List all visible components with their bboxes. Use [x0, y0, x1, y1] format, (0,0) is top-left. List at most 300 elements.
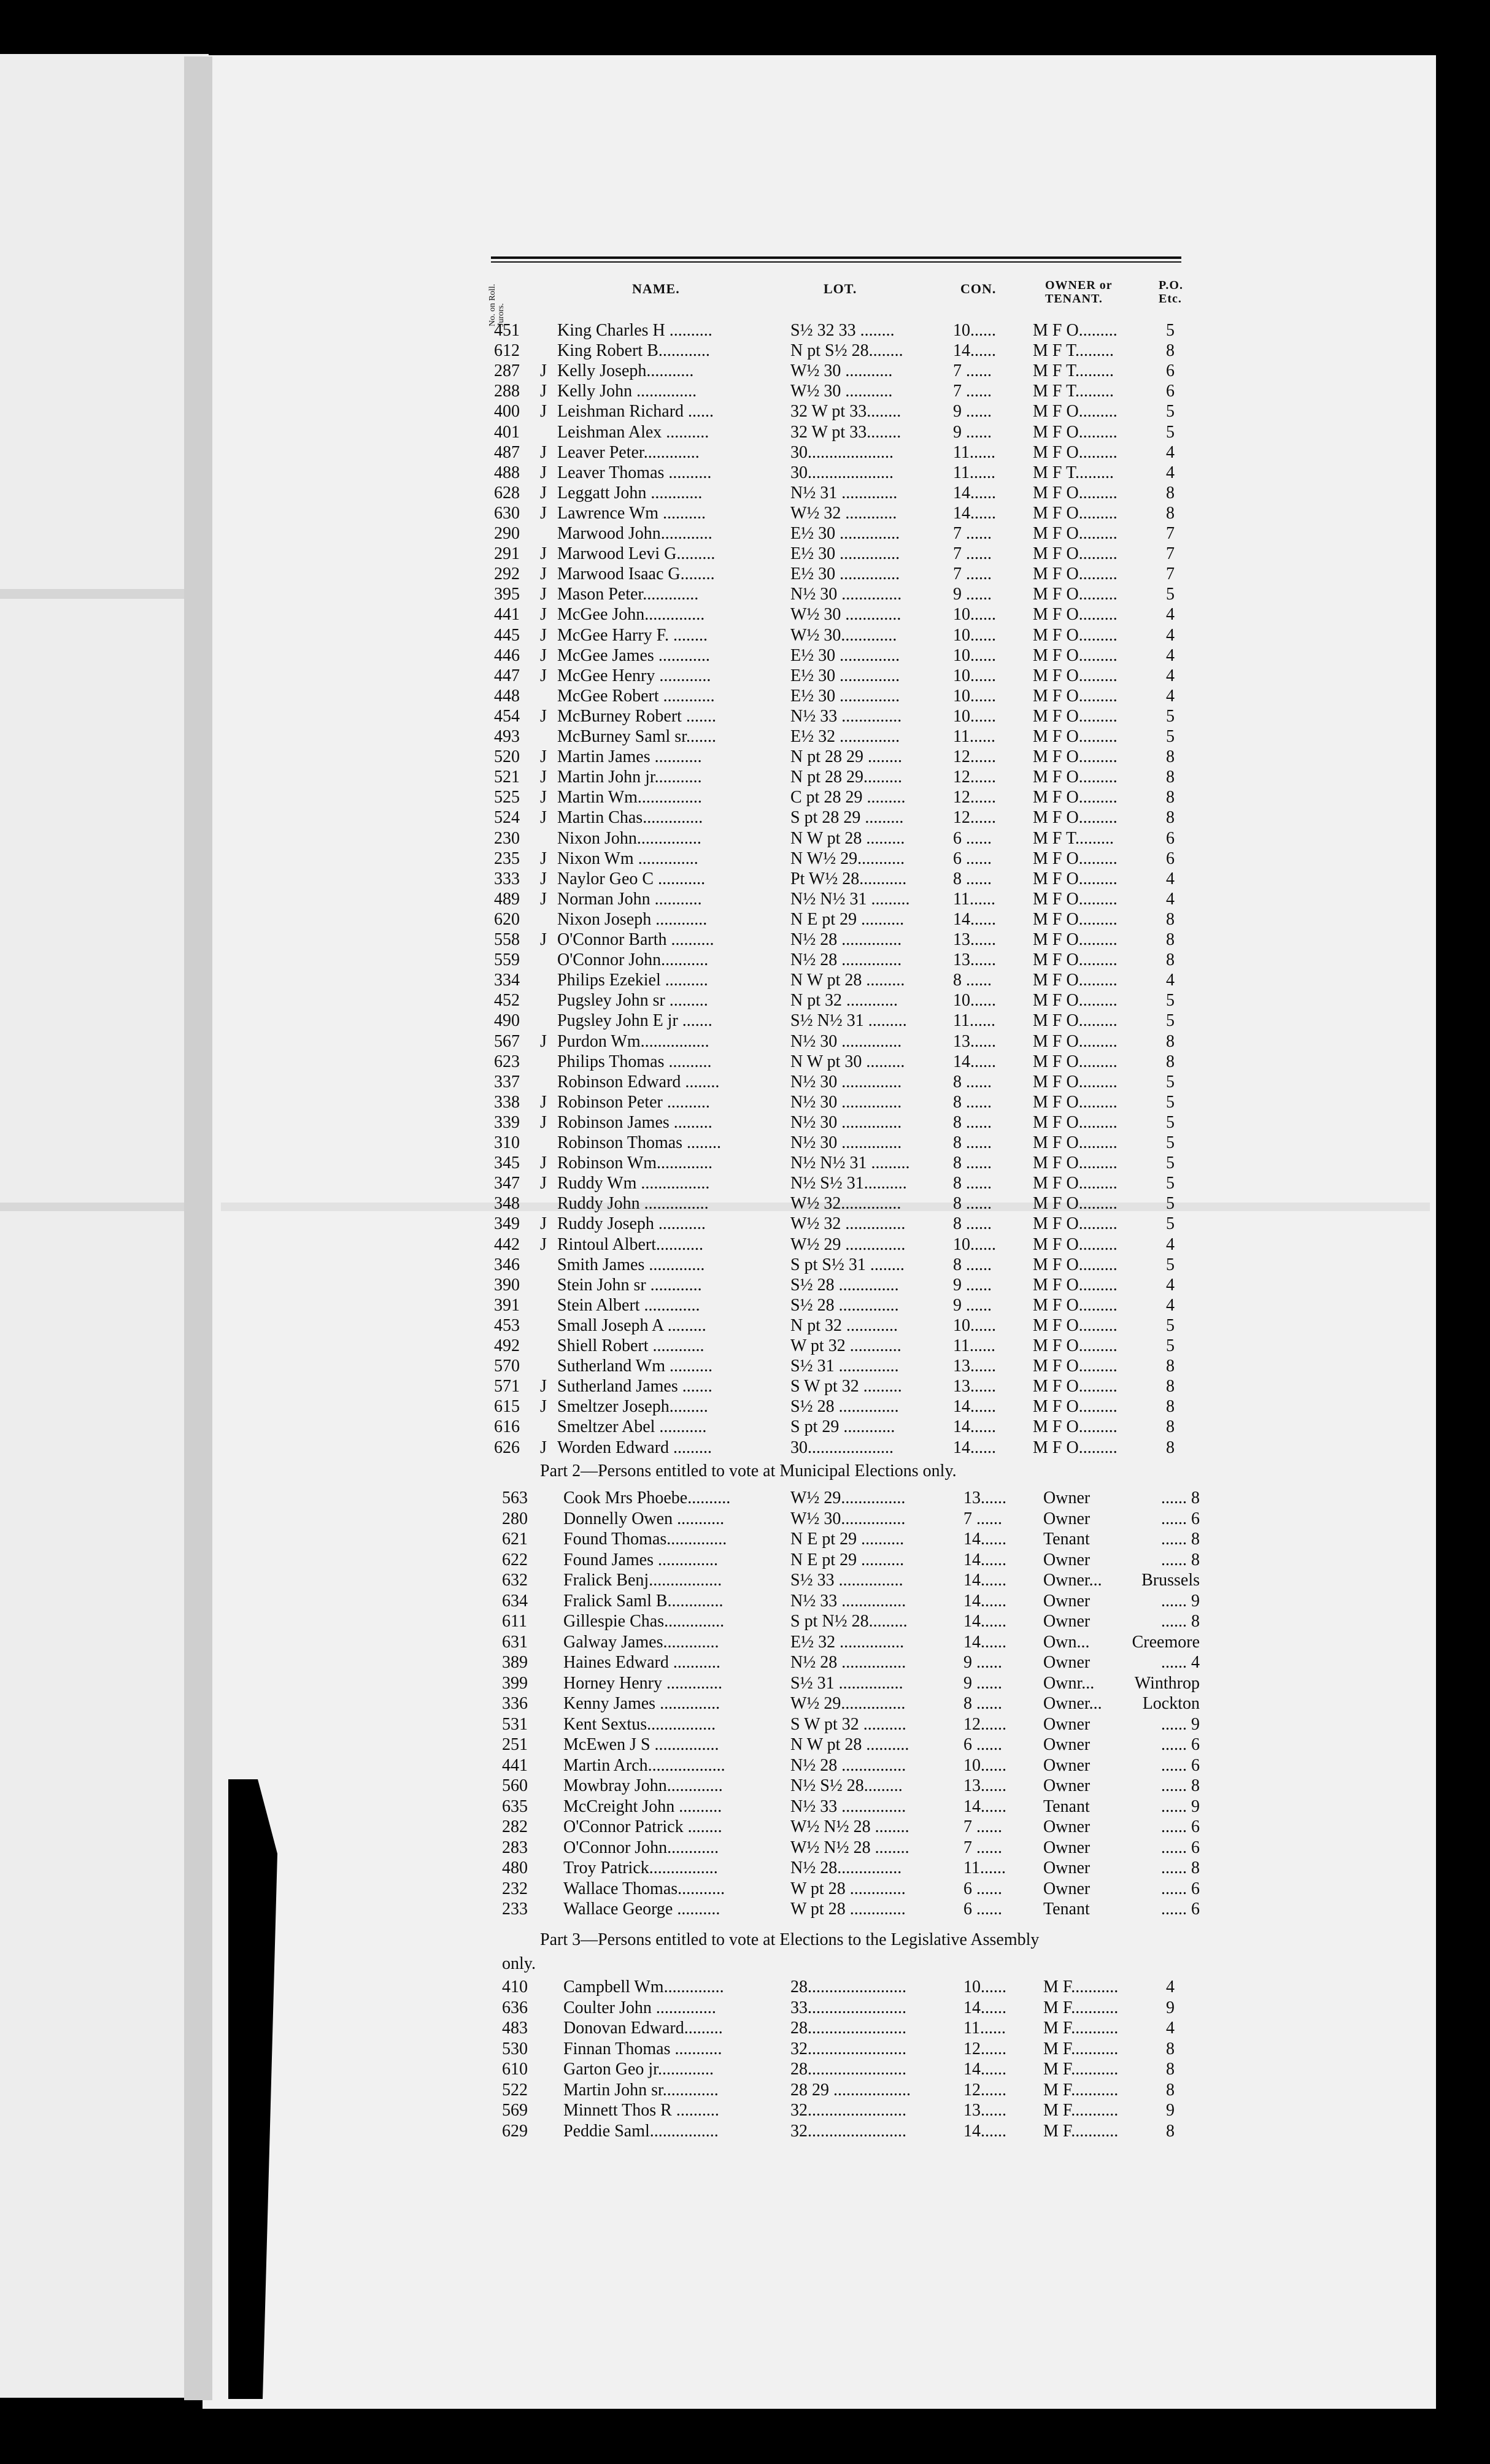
concession-value: 10...... — [953, 686, 996, 706]
concession-value: 10...... — [953, 605, 996, 625]
lot-value: E½ 30 .............. — [790, 645, 900, 665]
owner-tenant-value: M F O......... — [1033, 1397, 1118, 1417]
voter-name: Marwood Isaac G........ — [557, 564, 715, 584]
owner-tenant-value: M F O......... — [1033, 727, 1118, 746]
concession-value: 9 ...... — [953, 1275, 992, 1295]
table-row — [0, 930, 1227, 950]
owner-tenant-value: Owner — [1043, 1509, 1090, 1528]
owner-tenant-value: M F O......... — [1033, 1255, 1118, 1274]
roll-number: 521 — [494, 768, 520, 787]
lot-value: S½ 28 .............. — [790, 1275, 899, 1295]
roll-number: 233 — [502, 1900, 528, 1919]
juror-mark: J — [540, 483, 547, 502]
lot-value: E½ 30 .............. — [790, 544, 900, 564]
table-row — [0, 950, 1227, 970]
owner-tenant-value: M F O......... — [1033, 849, 1118, 868]
post-office-value: ...... 8 — [1161, 1858, 1200, 1877]
concession-value: 14...... — [963, 1632, 1006, 1652]
header-roll-jurors — [488, 270, 507, 326]
owner-tenant-value: M F O......... — [1033, 1092, 1118, 1112]
post-office-value: 6 — [1166, 382, 1175, 401]
roll-number: 563 — [502, 1488, 528, 1507]
concession-value: 14...... — [953, 483, 996, 502]
table-row — [0, 1570, 1227, 1590]
table-row — [0, 1417, 1227, 1437]
voter-name: McGee James ............ — [557, 645, 710, 665]
table-row — [0, 361, 1227, 381]
post-office-value: 5 — [1166, 1112, 1175, 1132]
voter-name: Nixon Joseph ............ — [557, 909, 708, 929]
voter-name: Leaver Thomas .......... — [557, 463, 712, 482]
concession-value: 14...... — [963, 2121, 1006, 2141]
voter-name: Mowbray John............. — [563, 1776, 723, 1795]
voter-name: McGee Robert ............ — [557, 686, 715, 706]
post-office-value: ...... 4 — [1161, 1653, 1200, 1672]
lot-value: W pt 28 ............. — [790, 1900, 906, 1919]
roll-number: 446 — [494, 645, 520, 665]
table-row — [0, 726, 1227, 747]
owner-tenant-value: M F O......... — [1033, 503, 1118, 523]
roll-number: 347 — [494, 1174, 520, 1193]
post-office-value: 8 — [1166, 2060, 1175, 2079]
owner-tenant-value: M F O......... — [1033, 1336, 1118, 1355]
post-office-value: 5 — [1166, 422, 1175, 442]
post-office-value: 8 — [1166, 1357, 1175, 1376]
lot-value: N pt S½ 28........ — [790, 341, 903, 361]
roll-number: 345 — [494, 1153, 520, 1173]
owner-tenant-value: M F O......... — [1033, 1377, 1118, 1396]
lot-value: N½ 30 .............. — [790, 1031, 902, 1051]
roll-number: 447 — [494, 666, 520, 685]
concession-value: 13...... — [953, 1031, 996, 1051]
owner-tenant-value: Owner — [1043, 1735, 1090, 1754]
table-row — [0, 849, 1227, 869]
lot-value: 32 W pt 33........ — [790, 402, 901, 422]
voter-name: Stein Albert ............. — [557, 1295, 700, 1315]
concession-value: 8 ...... — [953, 869, 992, 888]
table-row — [0, 1173, 1227, 1193]
table-row — [0, 2039, 1227, 2059]
lot-value: 28 29 .................. — [790, 2080, 911, 2100]
owner-tenant-value: M F O......... — [1033, 605, 1118, 625]
lot-value: N W pt 28 ......... — [790, 828, 905, 848]
juror-mark: J — [540, 889, 547, 909]
voter-name: Kent Sextus................ — [563, 1714, 716, 1734]
owner-tenant-value: M F O......... — [1033, 747, 1118, 767]
post-office-value: 8 — [1166, 747, 1175, 767]
post-office-value: ...... 6 — [1161, 1879, 1200, 1898]
post-office-value: 8 — [1166, 1397, 1175, 1417]
juror-mark: J — [540, 808, 547, 828]
table-row — [0, 503, 1227, 523]
owner-tenant-value: M F........... — [1043, 2019, 1119, 2038]
voter-name: Marwood John............ — [557, 524, 712, 543]
owner-tenant-value: M F T......... — [1033, 828, 1114, 848]
roll-number: 483 — [502, 2019, 528, 2038]
owner-tenant-value: M F O......... — [1033, 321, 1118, 340]
post-office-value: ...... 9 — [1161, 1796, 1200, 1816]
roll-number: 232 — [502, 1879, 528, 1898]
post-office-value: Lockton — [1142, 1694, 1200, 1713]
table-row — [0, 483, 1227, 503]
owner-tenant-value: M F O......... — [1033, 422, 1118, 442]
roll-number: 636 — [502, 1998, 528, 2017]
concession-value: 10...... — [963, 1755, 1006, 1775]
roll-number: 390 — [494, 1275, 520, 1295]
voter-name: Leaver Peter............. — [557, 442, 700, 462]
owner-tenant-value: Owner — [1043, 1653, 1090, 1672]
lot-value: E½ 30 .............. — [790, 666, 900, 685]
owner-tenant-value: Owner — [1043, 1591, 1090, 1611]
voter-name: Troy Patrick................ — [563, 1858, 718, 1877]
owner-tenant-value: M F........... — [1043, 2060, 1119, 2079]
header-po: P.O. Etc. — [1159, 279, 1183, 306]
concession-value: 12...... — [963, 2039, 1006, 2058]
table-row — [0, 1295, 1227, 1315]
post-office-value: 5 — [1166, 1072, 1175, 1091]
lot-value: N½ 28 .............. — [790, 950, 902, 970]
lot-value: N½ 33 .............. — [790, 706, 902, 726]
voter-name: O'Connor John............ — [563, 1838, 719, 1857]
lot-value: W½ 30............... — [790, 1509, 906, 1528]
lot-value: E½ 30 .............. — [790, 564, 900, 584]
lot-value: 28....................... — [790, 1977, 906, 1996]
roll-number: 623 — [494, 1052, 520, 1071]
post-office-value: 5 — [1166, 1092, 1175, 1112]
table-row — [0, 381, 1227, 401]
voter-name: Found Thomas.............. — [563, 1530, 727, 1549]
lot-value: N½ S½ 28......... — [790, 1776, 903, 1795]
header-name: NAME. — [632, 281, 680, 296]
table-row — [0, 1255, 1227, 1275]
concession-value: 14...... — [963, 2060, 1006, 2079]
table-row — [0, 1092, 1227, 1112]
concession-value: 11...... — [953, 1336, 995, 1355]
roll-number: 490 — [494, 1011, 520, 1031]
post-office-value: 4 — [1166, 666, 1175, 685]
voter-name: McCreight John .......... — [563, 1796, 722, 1816]
concession-value: 14...... — [963, 1998, 1006, 2017]
voter-name: Robinson Edward ........ — [557, 1072, 720, 1091]
post-office-value: 8 — [1166, 788, 1175, 807]
lot-value: W½ 30 ........... — [790, 361, 893, 381]
concession-value: 9 ...... — [953, 585, 992, 604]
post-office-value: 8 — [1166, 930, 1175, 949]
owner-tenant-value: Tenant — [1043, 1900, 1090, 1919]
owner-tenant-value: M F O......... — [1033, 483, 1118, 502]
owner-tenant-value: M F O......... — [1033, 869, 1118, 888]
owner-tenant-value: M F O......... — [1033, 930, 1118, 949]
lot-value: N½ 28 .............. — [790, 930, 902, 949]
table-row — [0, 869, 1227, 889]
roll-number: 454 — [494, 706, 520, 726]
lot-value: W½ 30 ........... — [790, 382, 893, 401]
voter-name: Smeltzer Abel ........... — [557, 1417, 707, 1437]
table-row — [0, 1977, 1227, 1997]
concession-value: 11...... — [953, 442, 995, 462]
juror-mark: J — [540, 585, 547, 604]
voter-name: Shiell Robert ............ — [557, 1336, 704, 1355]
header-rule — [491, 256, 1181, 259]
roll-number: 631 — [502, 1632, 528, 1652]
roll-number: 451 — [494, 321, 520, 340]
table-row — [0, 2059, 1227, 2079]
post-office-value: ...... 8 — [1161, 1488, 1200, 1507]
table-row — [0, 1214, 1227, 1234]
owner-tenant-value: M F O......... — [1033, 1417, 1118, 1437]
post-office-value: 4 — [1166, 442, 1175, 462]
voter-name: Pugsley John E jr ....... — [557, 1011, 712, 1031]
table-row — [0, 1714, 1227, 1734]
owner-tenant-value: M F........... — [1043, 1998, 1119, 2017]
lot-value: S pt N½ 28......... — [790, 1612, 908, 1631]
juror-mark: J — [540, 564, 547, 584]
lot-value: 32....................... — [790, 2121, 906, 2141]
post-office-value: 8 — [1166, 768, 1175, 787]
juror-mark: J — [540, 1092, 547, 1112]
voter-name: McEwen J S ............... — [563, 1735, 719, 1754]
voter-name: Martin John sr............. — [563, 2080, 719, 2100]
concession-value: 11...... — [953, 1011, 995, 1031]
post-office-value: 8 — [1166, 1052, 1175, 1071]
concession-value: 12...... — [953, 768, 996, 787]
owner-tenant-value: M F O......... — [1033, 1072, 1118, 1091]
concession-value: 8 ...... — [953, 1072, 992, 1091]
concession-value: 13...... — [963, 2101, 1006, 2120]
voter-name: Leishman Alex .......... — [557, 422, 709, 442]
lot-value: W pt 32 ............ — [790, 1336, 901, 1355]
roll-number: 410 — [502, 1977, 528, 1996]
table-row — [0, 666, 1227, 686]
concession-value: 6 ...... — [963, 1900, 1002, 1919]
juror-mark: J — [540, 1234, 547, 1254]
table-row — [0, 1438, 1227, 1458]
table-row — [0, 1112, 1227, 1133]
concession-value: 14...... — [963, 1530, 1006, 1549]
lot-value: W½ N½ 28 ........ — [790, 1838, 909, 1857]
lot-value: E½ 32 ............... — [790, 1632, 905, 1652]
owner-tenant-value: M F........... — [1043, 2101, 1119, 2120]
lot-value: S W pt 32 .......... — [790, 1714, 906, 1734]
lot-value: E½ 30 .............. — [790, 686, 900, 706]
roll-number: 626 — [494, 1438, 520, 1457]
roll-number: 338 — [494, 1092, 520, 1112]
juror-mark: J — [540, 930, 547, 949]
concession-value: 8 ...... — [953, 1133, 992, 1152]
voter-name: Finnan Thomas ........... — [563, 2039, 722, 2058]
post-office-value: 4 — [1166, 2019, 1175, 2038]
table-row — [0, 1652, 1227, 1673]
lot-value: N½ 31 ............. — [790, 483, 898, 502]
table-row — [0, 1488, 1227, 1508]
lot-value: N½ 30 .............. — [790, 1072, 902, 1091]
roll-number: 487 — [494, 442, 520, 462]
owner-tenant-value: M F O......... — [1033, 1194, 1118, 1214]
owner-tenant-value: M F O......... — [1033, 1031, 1118, 1051]
juror-mark: J — [540, 706, 547, 726]
voter-name: McGee John.............. — [557, 605, 705, 625]
owner-tenant-value: Owner — [1043, 1550, 1090, 1569]
roll-number: 570 — [494, 1357, 520, 1376]
post-office-value: 8 — [1166, 808, 1175, 828]
table-row — [0, 1817, 1227, 1837]
owner-tenant-value: M F O......... — [1033, 544, 1118, 564]
juror-mark: J — [540, 1214, 547, 1234]
concession-value: 10...... — [953, 645, 996, 665]
owner-tenant-value: M F O......... — [1033, 808, 1118, 828]
table-row — [0, 1734, 1227, 1755]
post-office-value: 8 — [1166, 909, 1175, 929]
voter-name: Gillespie Chas.............. — [563, 1612, 725, 1631]
lot-value: N pt 28 29......... — [790, 768, 902, 787]
post-office-value: 8 — [1166, 1438, 1175, 1457]
concession-value: 14...... — [953, 1052, 996, 1071]
juror-mark: J — [540, 1174, 547, 1193]
owner-tenant-value: Tenant — [1043, 1796, 1090, 1816]
lot-value: N pt 28 29 ........ — [790, 747, 902, 767]
post-office-value: 5 — [1166, 321, 1175, 340]
roll-number: 400 — [494, 402, 520, 422]
roll-number: 492 — [494, 1336, 520, 1355]
roll-number: 292 — [494, 564, 520, 584]
voter-name: Worden Edward ......... — [557, 1438, 712, 1457]
concession-value: 9 ...... — [953, 1295, 992, 1315]
table-row — [0, 1193, 1227, 1214]
roll-number: 630 — [494, 503, 520, 523]
juror-mark: J — [540, 625, 547, 645]
lot-value: 30.................... — [790, 1438, 894, 1457]
roll-number: 401 — [494, 422, 520, 442]
part2-heading: Part 2—Persons entitled to vote at Municipal Elections only. — [540, 1461, 957, 1480]
lot-value: W½ 32.............. — [790, 1194, 901, 1214]
owner-tenant-value: M F O......... — [1033, 402, 1118, 422]
lot-value: S½ 33 ............... — [790, 1571, 903, 1590]
roll-number: 569 — [502, 2101, 528, 2120]
post-office-value: 5 — [1166, 1336, 1175, 1355]
voter-name: Pugsley John sr ......... — [557, 991, 708, 1011]
post-office-value: 4 — [1166, 605, 1175, 625]
lot-value: 28....................... — [790, 2019, 906, 2038]
owner-tenant-value: Owner — [1043, 1879, 1090, 1898]
owner-tenant-value: M F T......... — [1033, 361, 1114, 381]
owner-tenant-value: M F O......... — [1033, 564, 1118, 584]
voter-name: McBurney Saml sr....... — [557, 727, 716, 746]
concession-value: 14...... — [953, 1438, 996, 1457]
lot-value: W½ 29............... — [790, 1488, 906, 1507]
juror-mark: J — [540, 768, 547, 787]
lot-value: S½ 28 .............. — [790, 1295, 899, 1315]
roll-number: 524 — [494, 808, 520, 828]
owner-tenant-value: Owner — [1043, 1714, 1090, 1734]
lot-value: N½ S½ 31.......... — [790, 1174, 907, 1193]
table-row — [0, 706, 1227, 726]
juror-mark: J — [540, 463, 547, 482]
lot-value: W pt 28 ............. — [790, 1879, 906, 1898]
table-row — [0, 1376, 1227, 1396]
header-num: No. on Roll. — [488, 283, 497, 326]
roll-number: 612 — [494, 341, 520, 361]
post-office-value: 8 — [1166, 503, 1175, 523]
owner-tenant-value: M F O......... — [1033, 625, 1118, 645]
juror-mark: J — [540, 788, 547, 807]
lot-value: S½ 28 .............. — [790, 1397, 899, 1417]
post-office-value: 4 — [1166, 1275, 1175, 1295]
post-office-value: Winthrop — [1134, 1673, 1200, 1693]
lot-value: S W pt 32 ......... — [790, 1377, 902, 1396]
post-office-value: 8 — [1166, 341, 1175, 361]
post-office-value: ...... 8 — [1161, 1612, 1200, 1631]
owner-tenant-value: M F O......... — [1033, 950, 1118, 970]
post-office-value: ...... 8 — [1161, 1550, 1200, 1569]
table-row — [0, 604, 1227, 625]
lot-value: E½ 32 .............. — [790, 727, 900, 746]
owner-tenant-value: M F O......... — [1033, 1315, 1118, 1335]
post-office-value: 5 — [1166, 706, 1175, 726]
voter-name: Coulter John .............. — [563, 1998, 716, 2017]
concession-value: 9 ...... — [963, 1653, 1002, 1672]
concession-value: 14...... — [963, 1571, 1006, 1590]
table-row — [0, 1755, 1227, 1776]
voter-name: Purdon Wm................ — [557, 1031, 709, 1051]
lot-value: N½ 33 ............... — [790, 1591, 906, 1611]
post-office-value: 4 — [1166, 1295, 1175, 1315]
post-office-value: 9 — [1166, 2101, 1175, 2120]
owner-tenant-value: M F........... — [1043, 2039, 1119, 2058]
lot-value: S pt 28 29 ......... — [790, 808, 904, 828]
voter-name: McGee Harry F. ........ — [557, 625, 708, 645]
concession-value: 8 ...... — [953, 971, 992, 990]
juror-mark: J — [540, 645, 547, 665]
voter-name: Martin James ........... — [557, 747, 702, 767]
owner-tenant-value: M F O......... — [1033, 909, 1118, 929]
concession-value: 8 ...... — [953, 1194, 992, 1214]
table-row — [0, 422, 1227, 442]
voter-name: Robinson Wm............. — [557, 1153, 713, 1173]
lot-value: S½ 31 .............. — [790, 1357, 899, 1376]
table-row — [0, 584, 1227, 604]
roll-number: 348 — [494, 1194, 520, 1214]
owner-tenant-value: M F O......... — [1033, 1295, 1118, 1315]
lot-value: 32....................... — [790, 2101, 906, 2120]
roll-number: 489 — [494, 889, 520, 909]
roll-number: 559 — [494, 950, 520, 970]
owner-tenant-value: Owner — [1043, 1488, 1090, 1507]
voter-name: Smeltzer Joseph......... — [557, 1397, 708, 1417]
post-office-value: 5 — [1166, 402, 1175, 422]
table-row — [0, 1550, 1227, 1570]
post-office-value: ...... 9 — [1161, 1714, 1200, 1734]
voter-name: Martin Arch.................. — [563, 1755, 725, 1775]
table-row — [0, 341, 1227, 361]
table-row — [0, 1396, 1227, 1417]
lot-value: N E pt 29 .......... — [790, 909, 905, 929]
table-row — [0, 1011, 1227, 1031]
concession-value: 12...... — [953, 808, 996, 828]
concession-value: 14...... — [953, 1397, 996, 1417]
lot-value: S pt S½ 31 ........ — [790, 1255, 905, 1274]
concession-value: 7 ...... — [963, 1817, 1002, 1836]
juror-mark: J — [540, 1377, 547, 1396]
juror-mark: J — [540, 666, 547, 685]
table-row — [0, 401, 1227, 422]
table-row — [0, 1838, 1227, 1858]
voter-name: Sutherland James ....... — [557, 1377, 712, 1396]
concession-value: 14...... — [963, 1591, 1006, 1611]
concession-value: 12...... — [963, 1714, 1006, 1734]
voter-name: McGee Henry ............ — [557, 666, 711, 685]
table-row — [0, 889, 1227, 909]
roll-number: 288 — [494, 382, 520, 401]
